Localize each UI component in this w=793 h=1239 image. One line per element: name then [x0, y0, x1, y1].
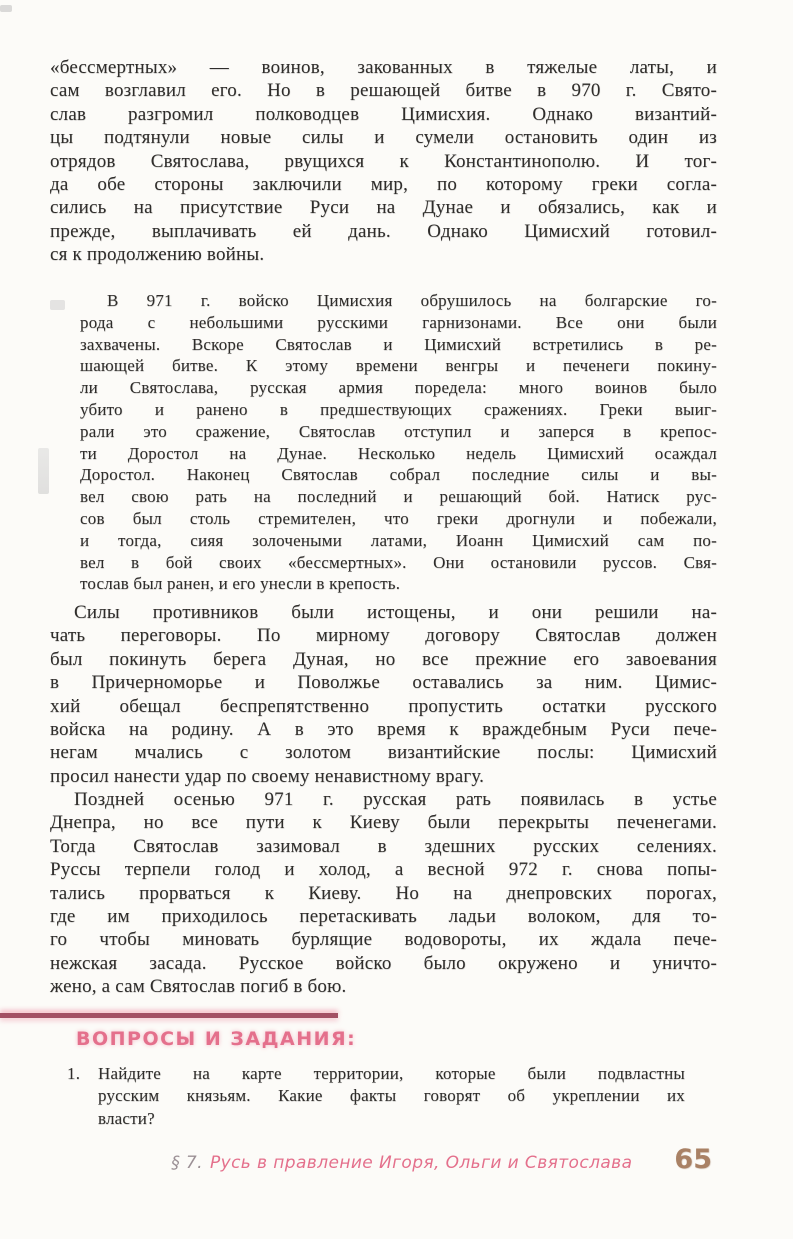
text-line: го чтобы миновать бурлящие водовороты, их ждала пече-: [50, 929, 717, 951]
text-line: ся к продолжению войны.: [50, 244, 265, 266]
text-line: убито и ранено в предшествующих сражениях. Греки выиг-: [80, 399, 717, 419]
text-line: ли Святослава, русская армия поредела: много воинов было: [80, 378, 717, 398]
text-line: сов был столь стремителен, что греки дрогнули и побежали,: [80, 508, 717, 528]
text-line: В 971 г. войско Цимисхия обрушилось на болгарские го-: [107, 291, 717, 310]
scan-artifact: [50, 300, 65, 310]
text-line: прежде, выплачивать ей дань. Однако Цимисхий готовил-: [50, 220, 717, 242]
questions-list: [65, 1063, 685, 1130]
text-line: тослав был ранен, и его унесли в крепость.: [80, 574, 401, 594]
text-line: Поздней осенью 971 г. русская рать появилась в устье: [74, 789, 717, 810]
text-line: власти?: [98, 1108, 155, 1128]
page-footer: [0, 1144, 712, 1175]
text-line: Доростол. Наконец Святослав собрал последние силы и вы-: [80, 465, 717, 485]
text-line: цы подтянули новые силы и сумели остановить один из: [50, 127, 717, 149]
text-line: рали это сражение, Святослав отступил и заперся в крепос-: [80, 421, 717, 441]
paragraph: [50, 56, 717, 267]
section-divider-rule: [0, 1013, 338, 1018]
question-number: 1.: [67, 1064, 81, 1083]
scan-artifact: [38, 448, 49, 494]
text-line: Днепра, но все пути к Киеву были перекрыты печенегами.: [50, 812, 717, 834]
text-line: вел свою рать на последний и решающий бой. Натиск рус-: [80, 487, 717, 507]
text-line: в Причерноморье и Поволжье оставались за ним. Цимис-: [50, 672, 717, 694]
text-line: ти Доростол на Дунае. Несколько недель Цимисхий осаждал: [80, 443, 717, 463]
questions-heading: ВОПРОСЫ И ЗАДАНИЯ:: [76, 1028, 357, 1050]
text-line: был покинуть берега Дуная, но все прежние его завоевания: [50, 648, 717, 670]
paragraph: [50, 788, 717, 999]
paragraph: [50, 601, 717, 788]
text-line: вел в бой своих «бессмертных». Они остановили руссов. Свя-: [80, 552, 717, 572]
text-line: захвачены. Вскоре Святослав и Цимисхий встретились в ре-: [80, 334, 717, 354]
text-line: «бессмертных» — воинов, закованных в тяжелые латы, и: [50, 57, 717, 78]
chapter-reference: [171, 1153, 632, 1173]
question-item: [65, 1063, 685, 1130]
text-line: Тогда Святослав зазимовал в здешних русских селениях.: [50, 835, 717, 857]
text-line: чать переговоры. По мирному договору Святослав должен: [50, 625, 717, 647]
text-line: и тогда, сияя золочеными латами, Иоанн Цимисхий сам по-: [80, 530, 717, 550]
text-line: просил нанести удар по своему ненавистному врагу.: [50, 765, 485, 787]
text-line: сились на присутствие Руси на Дунае и обязались, как и: [50, 197, 717, 219]
scan-artifact: [0, 5, 12, 12]
text-line: нежская засада. Русское войско было окружено и уничто-: [50, 952, 717, 974]
text-line: войска на родину. А в это время к враждебным Руси пече-: [50, 719, 717, 741]
paragraph: [80, 290, 717, 595]
text-line: да обе стороны заключили мир, по которому греки согла-: [50, 174, 717, 196]
section-number: § 7.: [171, 1153, 203, 1173]
text-line: жено, а сам Святослав погиб в бою.: [50, 976, 347, 998]
text-line: Найдите на карте территории, которые были подвластны: [98, 1064, 685, 1083]
text-line: Руссы терпели голод и холод, а весной 972 г. снова попы-: [50, 859, 717, 881]
text-line: рода с небольшими русскими гарнизонами. Все они были: [80, 312, 717, 332]
text-line: негам мчались с золотом византийские послы: Цимисхий: [50, 742, 717, 764]
text-line: отрядов Святослава, рвущихся к Константинополю. И тог-: [50, 150, 717, 172]
text-line: русским князьям. Какие факты говорят об укреплении их: [98, 1086, 685, 1106]
text-line: где им приходилось перетаскивать ладьи волоком, для то-: [50, 906, 717, 928]
text-line: Силы противников были истощены, и они решили на-: [74, 602, 717, 623]
text-line: слав разгромил полководцев Цимисхия. Однако византий-: [50, 103, 717, 125]
text-line: хий обещал беспрепятственно пропустить остатки русского: [50, 695, 717, 717]
text-line: тались прорваться к Киеву. Но на днепровских порогах,: [50, 882, 717, 904]
text-line: шающей битве. К этому времени венгры и печенеги покину-: [80, 356, 717, 376]
page-number: 65: [674, 1144, 712, 1175]
text-line: сам возглавил его. Но в решающей битве в 970 г. Свято-: [50, 80, 717, 102]
section-title: Русь в правление Игоря, Ольги и Святослава: [209, 1153, 633, 1173]
